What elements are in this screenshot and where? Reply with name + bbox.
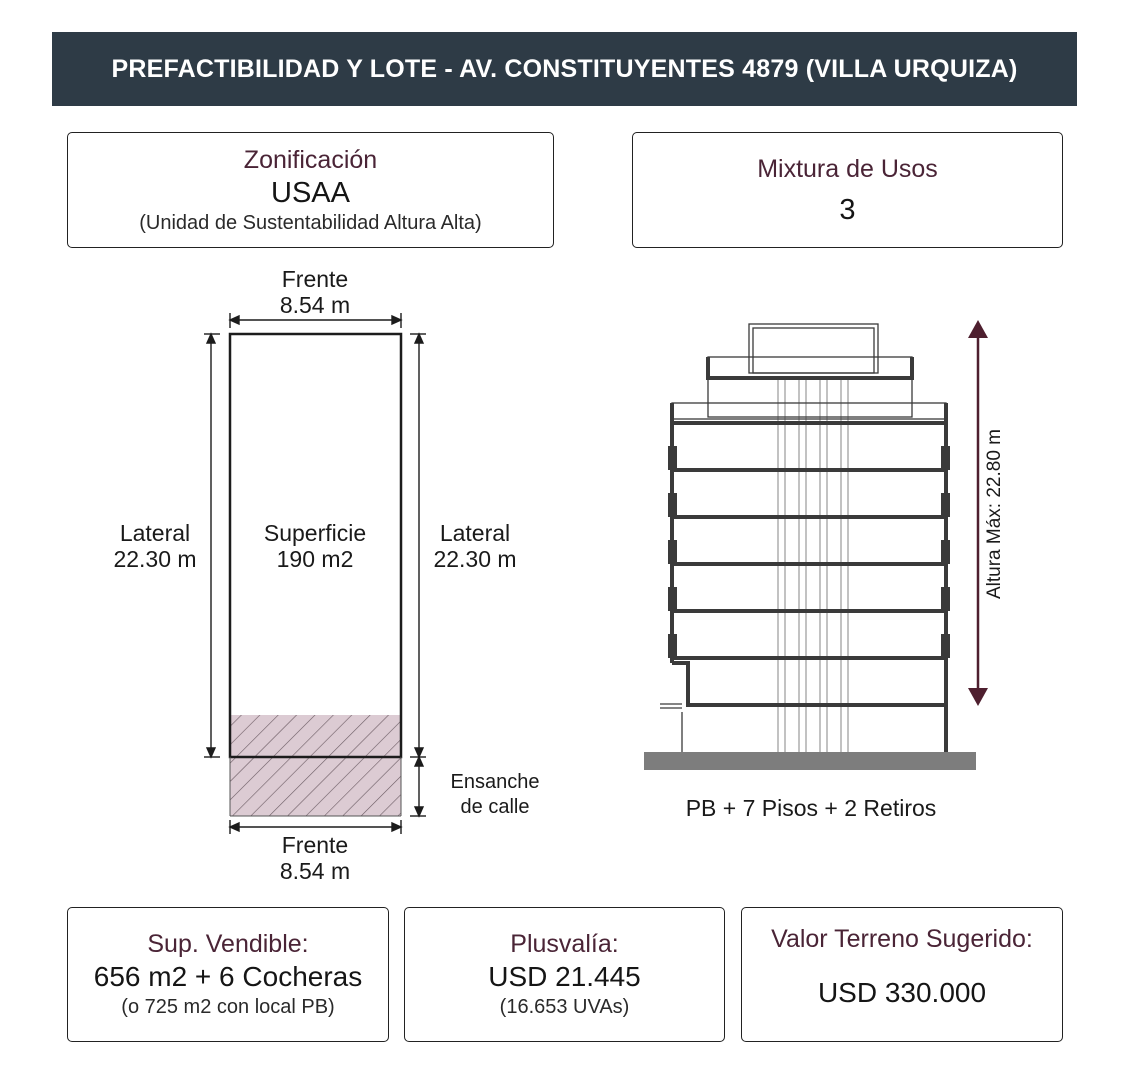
ground-slab (644, 752, 976, 770)
valor-terreno-card (741, 907, 1063, 1042)
ensanche-line1: Ensanche (450, 771, 540, 793)
lateral-left-text (100, 520, 210, 572)
valor-terreno-value: USD 330.000 (817, 977, 987, 1008)
lateral-right-value: 22.30 m (433, 546, 517, 572)
sup-vendible-note: (o 725 m2 con local PB) (121, 996, 335, 1018)
frente-top-value: 8.54 m (279, 292, 351, 318)
ensanche-text (435, 770, 555, 820)
plusvalia-card (404, 907, 725, 1042)
frente-bottom-label: Frente (281, 832, 349, 858)
mixtura-label: Mixtura de Usos (757, 154, 938, 183)
zonificacion-description: (Unidad de Sustentabilidad Altura Alta) (139, 211, 482, 234)
frente-top-label: Frente (281, 266, 349, 292)
superficie-label: Superficie (263, 520, 367, 546)
zonificacion-value: USAA (271, 176, 350, 209)
sup-vendible-value: 656 m2 + 6 Cocheras (93, 961, 363, 992)
frente-bottom-text (265, 832, 365, 884)
superficie-text (245, 520, 385, 572)
frente-bottom-value: 8.54 m (279, 858, 351, 884)
zonificacion-label: Zonificación (243, 145, 378, 174)
valor-terreno-label: Valor Terreno Sugerido: (771, 925, 1033, 953)
lot-plan (230, 334, 401, 816)
page-title: PREFACTIBILIDAD Y LOTE - AV. CONSTITUYENTES 4879 (VILLA URQUIZA) (111, 54, 1018, 83)
plusvalia-value: USD 21.445 (488, 961, 641, 992)
floors-caption: PB + 7 Pisos + 2 Retiros (685, 795, 937, 821)
street-widening-area (230, 757, 401, 816)
lateral-left-value: 22.30 m (113, 546, 197, 572)
height-arrow-bottom-icon (968, 688, 988, 706)
height-label: Altura Máx: 22.80 m (984, 428, 1005, 600)
building-section (644, 320, 1005, 770)
ensanche-line2: de calle (460, 796, 530, 818)
plusvalia-note: (16.653 UVAs) (499, 996, 630, 1018)
hatched-retreat-area (230, 715, 401, 757)
sup-vendible-label: Sup. Vendible: (147, 930, 309, 958)
plusvalia-label: Plusvalía: (510, 930, 619, 958)
height-arrow-top-icon (968, 320, 988, 338)
lateral-right-text (420, 520, 530, 572)
frente-top-text (265, 266, 365, 318)
lateral-left-label: Lateral (119, 520, 191, 546)
sup-vendible-card (67, 907, 389, 1042)
mixtura-value: 3 (839, 193, 856, 226)
superficie-value: 190 m2 (276, 546, 354, 572)
lateral-right-label: Lateral (439, 520, 511, 546)
